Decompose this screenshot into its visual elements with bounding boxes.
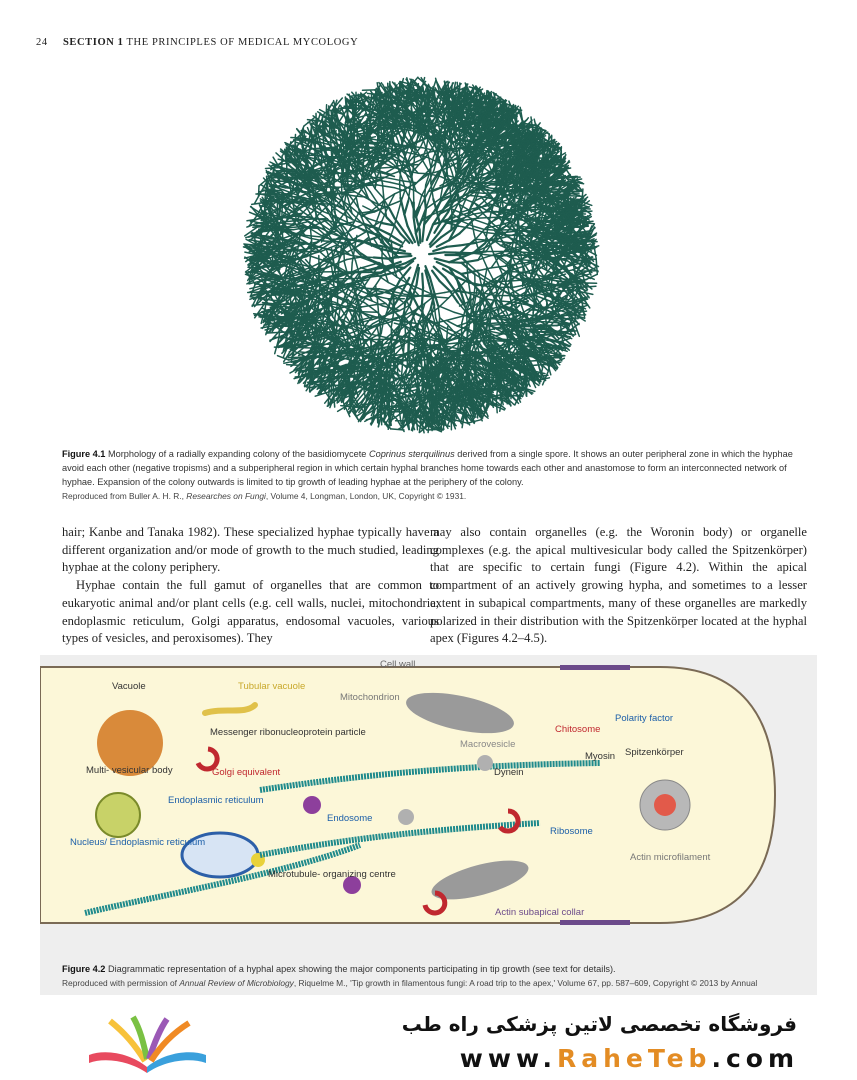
page-number: 24 [36, 37, 48, 48]
hypha [384, 403, 385, 416]
section-label: SECTION 1 [62, 37, 124, 48]
hypha [362, 257, 374, 258]
hypha [333, 374, 334, 390]
hypha [447, 316, 464, 320]
hypha [422, 274, 423, 288]
hypha [380, 329, 381, 341]
hypha [495, 323, 509, 324]
hypha [398, 256, 411, 257]
hypha [363, 166, 364, 184]
hypha [434, 305, 436, 318]
colony-morphology-figure [0, 0, 857, 445]
hypha [301, 295, 312, 296]
hypha [368, 354, 369, 369]
hypha [454, 410, 455, 424]
hypha [394, 385, 410, 386]
hypha [410, 385, 423, 386]
hypha [294, 140, 306, 141]
hypha [282, 226, 283, 238]
hypha [333, 390, 334, 407]
hypha [354, 231, 367, 239]
hypha [496, 400, 497, 413]
hypha [427, 429, 444, 430]
hypha [342, 184, 343, 198]
hypha [372, 317, 385, 318]
hyphal-network [244, 77, 599, 433]
hypha [540, 335, 550, 336]
hypha [404, 215, 407, 226]
hypha [316, 317, 317, 327]
hypha [289, 272, 290, 286]
hypha [375, 189, 383, 198]
hypha [338, 262, 339, 274]
hypha [438, 306, 454, 313]
hypha [362, 312, 377, 313]
hypha [526, 385, 527, 396]
hypha [389, 208, 395, 219]
hypha [377, 300, 379, 317]
hypha [498, 390, 508, 391]
hypha [403, 345, 404, 362]
hypha [416, 411, 428, 412]
hypha [374, 258, 388, 259]
hypha [310, 376, 311, 392]
hypha [364, 302, 377, 312]
hypha [524, 332, 534, 333]
hypha [307, 251, 318, 252]
hypha [349, 378, 350, 389]
section-title: THE PRINCIPLES OF MEDICAL MYCOLOGY [126, 37, 359, 48]
hypha [305, 235, 319, 236]
hypha [267, 262, 282, 263]
